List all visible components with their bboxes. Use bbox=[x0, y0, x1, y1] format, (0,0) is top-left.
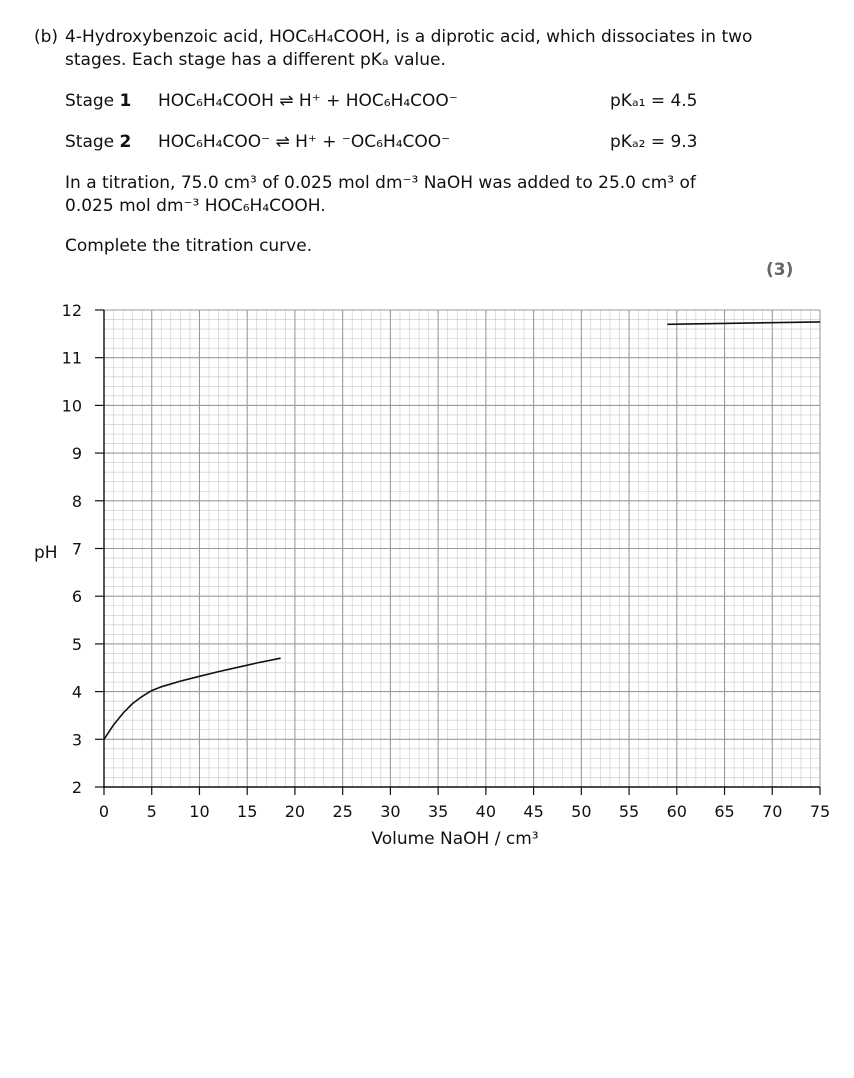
stage1-equation: HOC₆H₄COOH ⇌ H⁺ + HOC₆H₄COO⁻ bbox=[158, 91, 458, 111]
question-intro-line2: stages. Each stage has a different pKₐ value. bbox=[65, 50, 446, 70]
stage1-pka: pKₐ₁ = 4.5 bbox=[610, 91, 698, 111]
x-tick-label: 45 bbox=[523, 802, 544, 821]
y-tick-label: 12 bbox=[61, 301, 82, 320]
stage1-word: Stage bbox=[65, 91, 115, 111]
x-tick-label: 55 bbox=[618, 802, 640, 821]
x-tick-label: 30 bbox=[380, 802, 401, 821]
question-label: (b) bbox=[34, 27, 59, 47]
x-tick-label: 20 bbox=[284, 802, 306, 821]
x-tick-label: 60 bbox=[666, 802, 687, 821]
stage2-equation: HOC₆H₄COO⁻ ⇌ H⁺ + ⁻OC₆H₄COO⁻ bbox=[158, 132, 451, 152]
titration-line1: In a titration, 75.0 cm³ of 0.025 mol dm⁻³ NaOH was added to 25.0 cm³ of bbox=[65, 173, 696, 193]
y-axis-label: pH bbox=[34, 543, 58, 563]
x-tick-label: 50 bbox=[571, 802, 592, 821]
y-tick-label: 11 bbox=[61, 348, 82, 368]
stage2-pka: pKₐ₂ = 9.3 bbox=[610, 132, 698, 152]
x-tick-label: 10 bbox=[189, 802, 210, 821]
y-tick-label: 2 bbox=[71, 778, 82, 797]
x-tick-label: 40 bbox=[475, 802, 497, 821]
stage2-word: Stage bbox=[65, 132, 115, 152]
y-tick-label: 10 bbox=[61, 396, 82, 416]
y-tick-label: 7 bbox=[71, 539, 82, 559]
y-tick-label: 6 bbox=[71, 587, 82, 607]
x-axis-label: Volume NaOH / cm³ bbox=[371, 829, 539, 849]
y-tick-label: 3 bbox=[71, 730, 82, 750]
x-tick-label: 5 bbox=[146, 802, 157, 821]
y-tick-label: 8 bbox=[71, 491, 82, 511]
x-tick-label: 70 bbox=[762, 802, 783, 821]
stage2-number: 2 bbox=[119, 132, 132, 152]
titration-line2: 0.025 mol dm⁻³ HOC₆H₄COOH. bbox=[65, 196, 326, 216]
y-tick-label: 4 bbox=[71, 682, 82, 702]
y-tick-label: 5 bbox=[71, 634, 82, 654]
x-tick-label: 0 bbox=[98, 802, 110, 821]
x-tick-label: 15 bbox=[237, 802, 258, 821]
x-tick-label: 65 bbox=[714, 802, 735, 821]
stage1-number: 1 bbox=[119, 91, 132, 111]
titration-curve-segment bbox=[104, 658, 281, 739]
major-grid bbox=[104, 310, 820, 787]
question-intro-line1: 4-Hydroxybenzoic acid, HOC₆H₄COOH, is a diprotic acid, which dissociates in two bbox=[65, 27, 753, 47]
x-tick-label: 75 bbox=[809, 802, 831, 821]
x-tick-label: 25 bbox=[332, 802, 353, 821]
marks-label: (3) bbox=[766, 260, 794, 280]
titration-curves bbox=[104, 322, 820, 739]
instruction-text: Complete the titration curve. bbox=[65, 236, 313, 256]
y-tick-label: 9 bbox=[71, 444, 82, 464]
x-tick-label: 35 bbox=[427, 802, 449, 821]
